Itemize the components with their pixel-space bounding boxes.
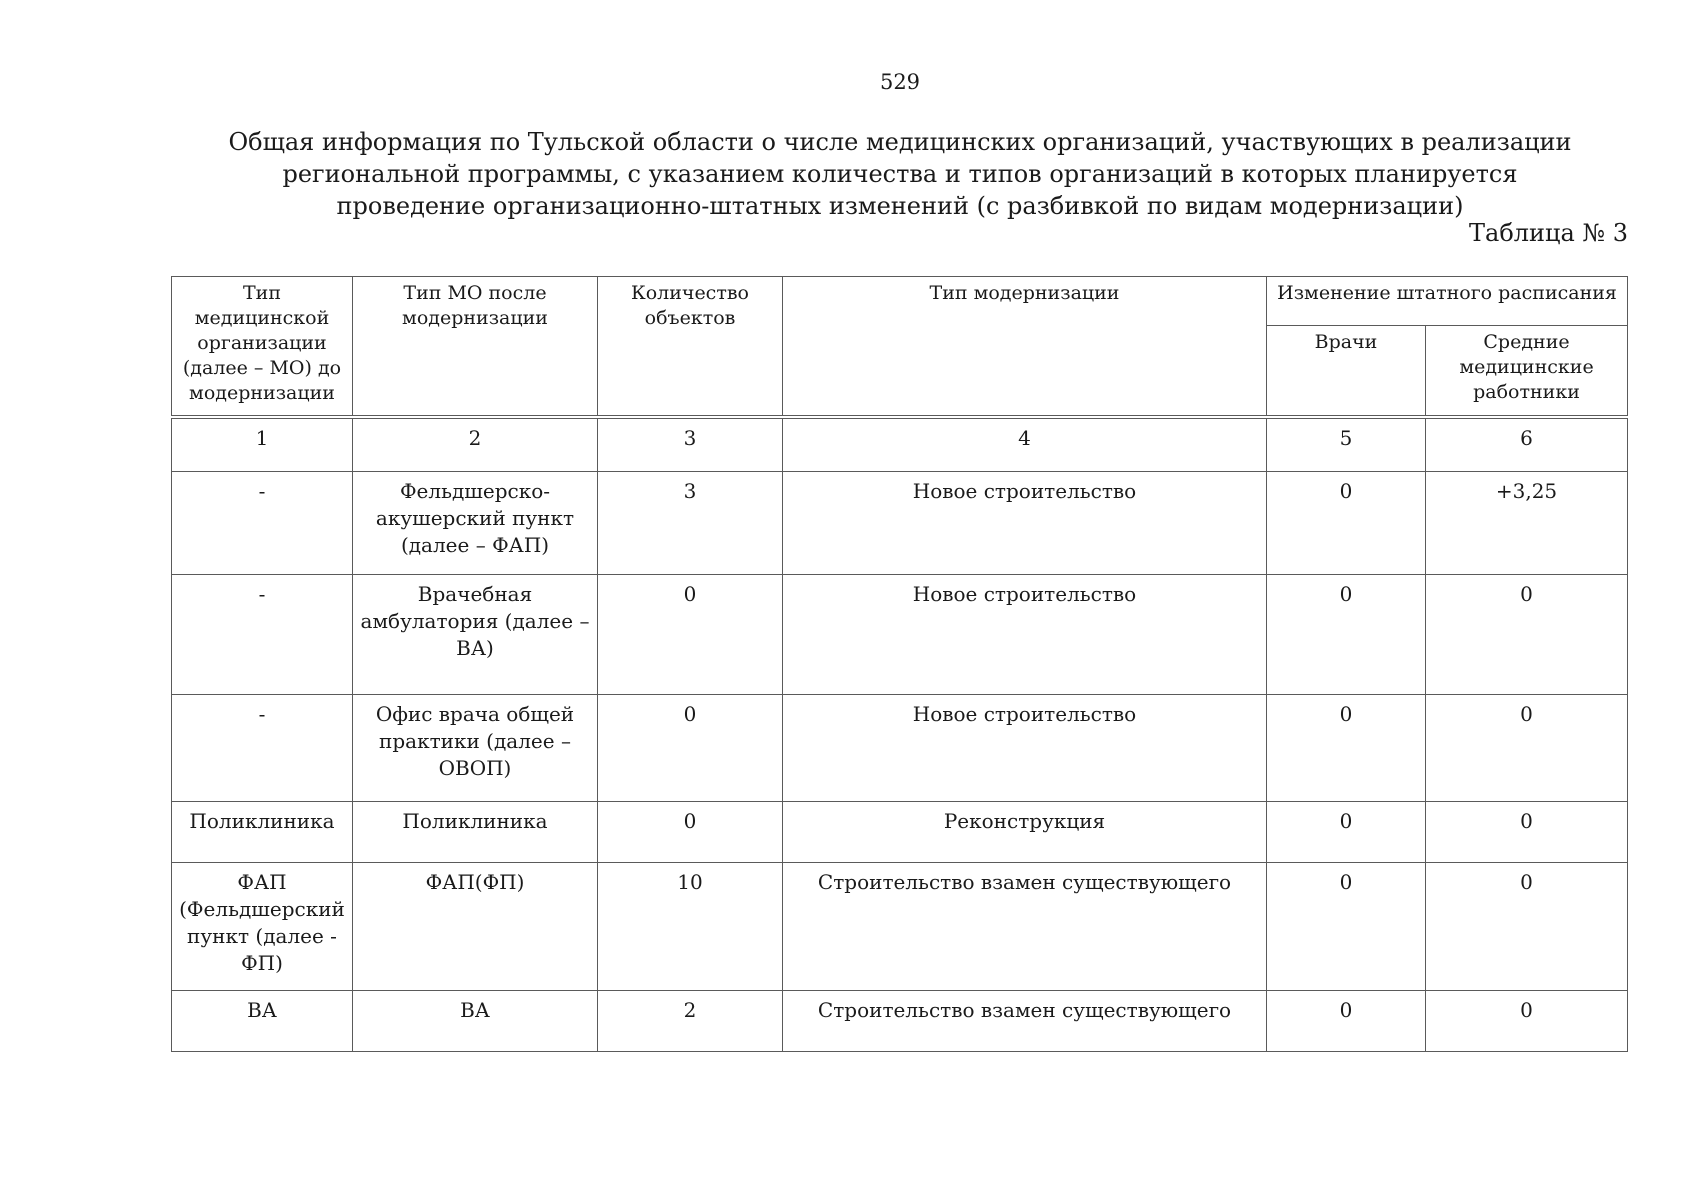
table-cell: Фельдшерско-акушерский пункт (далее – ФАП) (353, 471, 598, 574)
table-label: Таблица № 3 (1469, 219, 1628, 247)
table-cell: 0 (1267, 990, 1426, 1051)
column-number: 1 (172, 417, 353, 472)
table-cell: ВА (353, 990, 598, 1051)
table-cell: 0 (1426, 862, 1628, 990)
table-cell: ФАП(ФП) (353, 862, 598, 990)
table-cell: - (172, 574, 353, 694)
table-row (172, 471, 1628, 574)
table-cell: +3,25 (1426, 471, 1628, 574)
table-cell: Поликлиника (353, 801, 598, 862)
table-cell: Новое строительство (783, 471, 1267, 574)
table-cell: 3 (598, 471, 783, 574)
table-row (172, 862, 1628, 990)
table-row (172, 801, 1628, 862)
title-line-2: региональной программы, с указанием количества и типов организаций в которых планируется (282, 160, 1518, 188)
table-cell: 0 (1426, 801, 1628, 862)
column-number: 4 (783, 417, 1267, 472)
modernization-table (171, 276, 1628, 1052)
table-cell: 0 (1426, 990, 1628, 1051)
header-row-1 (172, 277, 1628, 326)
table-cell: 0 (1426, 694, 1628, 801)
column-number: 6 (1426, 417, 1628, 472)
table-cell: Реконструкция (783, 801, 1267, 862)
header-nurses: Средние медицинские работники (1426, 326, 1628, 417)
table-cell: 0 (1267, 574, 1426, 694)
table-cell: 0 (1426, 574, 1628, 694)
table-cell: 10 (598, 862, 783, 990)
table-cell: Врачебная амбулатория (далее – ВА) (353, 574, 598, 694)
document-title (0, 126, 1697, 222)
table-row (172, 990, 1628, 1051)
table-cell: - (172, 694, 353, 801)
table-cell: 0 (1267, 862, 1426, 990)
header-modernization-type: Тип модернизации (783, 277, 1267, 417)
header-doctors: Врачи (1267, 326, 1426, 417)
header-mo-type-after: Тип МО после модернизации (353, 277, 598, 417)
table-row (172, 574, 1628, 694)
table-body (172, 417, 1628, 1052)
table-cell: 0 (598, 574, 783, 694)
header-object-count: Количество объектов (598, 277, 783, 417)
title-line-1: Общая информация по Тульской области о числе медицинских организаций, участвующих в реализации (228, 128, 1572, 156)
column-number-row (172, 417, 1628, 472)
table-cell: Новое строительство (783, 574, 1267, 694)
page-number: 529 (879, 70, 921, 94)
table-cell: Новое строительство (783, 694, 1267, 801)
table-cell: 0 (598, 801, 783, 862)
column-number: 2 (353, 417, 598, 472)
table-row (172, 694, 1628, 801)
table-cell: ФАП (Фельдшерский пункт (далее - ФП) (172, 862, 353, 990)
table-cell: Строительство взамен существующего (783, 990, 1267, 1051)
table-cell: 0 (598, 694, 783, 801)
table-cell: Офис врача общей практики (далее –ОВОП) (353, 694, 598, 801)
table-cell: - (172, 471, 353, 574)
table-header (172, 277, 1628, 417)
table-cell: ВА (172, 990, 353, 1051)
table-cell: 0 (1267, 801, 1426, 862)
header-mo-type-before: Тип медицинской организации (далее – МО) до модернизации (172, 277, 353, 417)
column-number: 5 (1267, 417, 1426, 472)
header-staff-change: Изменение штатного расписания (1267, 277, 1628, 326)
table-cell: Поликлиника (172, 801, 353, 862)
table-cell: 0 (1267, 694, 1426, 801)
title-line-3: проведение организационно-штатных изменений (с разбивкой по видам модернизации) (336, 192, 1464, 220)
column-number: 3 (598, 417, 783, 472)
table-cell: 2 (598, 990, 783, 1051)
table-cell: Строительство взамен существующего (783, 862, 1267, 990)
table-cell: 0 (1267, 471, 1426, 574)
